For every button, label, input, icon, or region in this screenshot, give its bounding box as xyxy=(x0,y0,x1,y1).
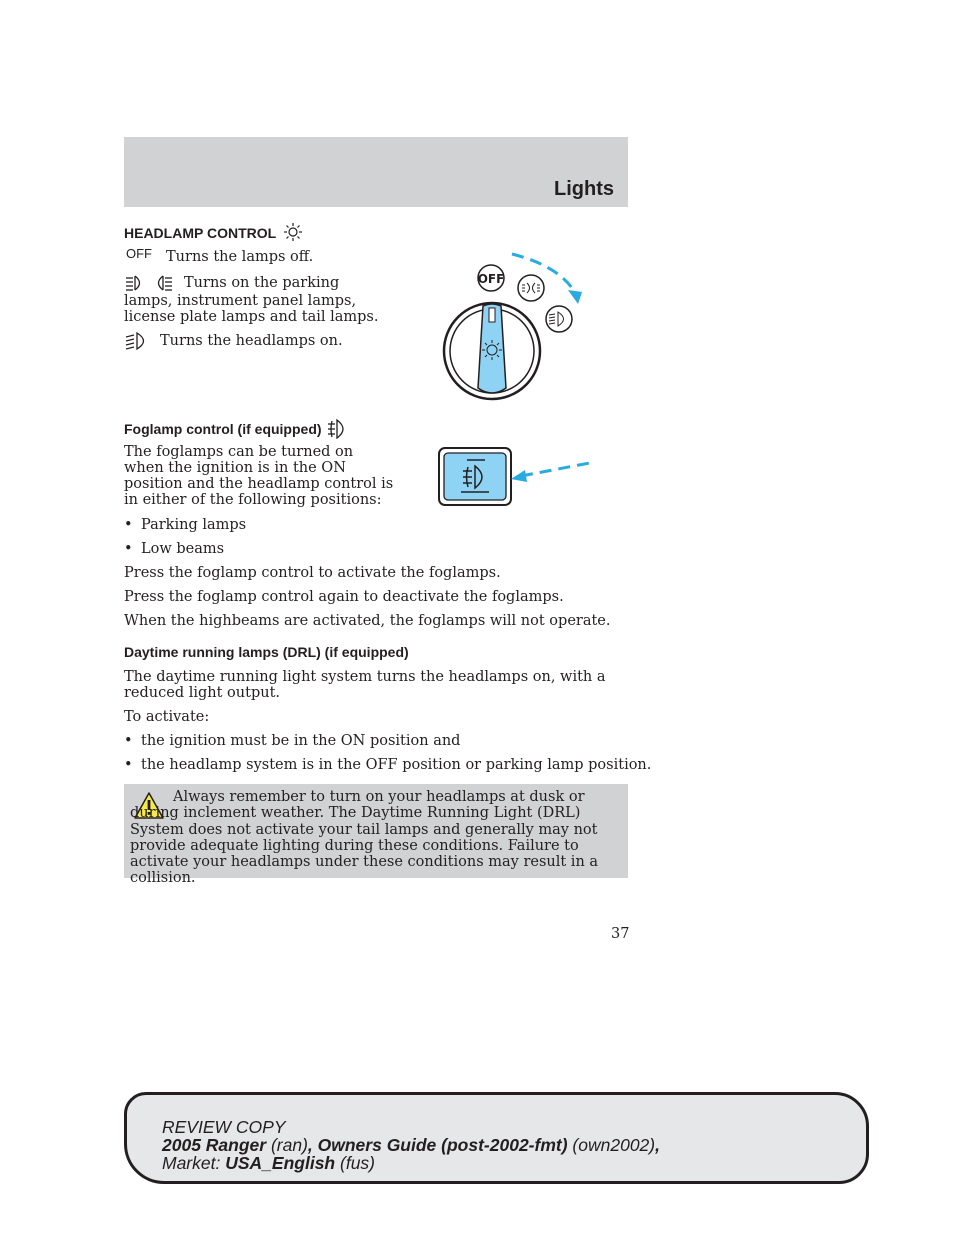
foglamp-icon xyxy=(327,419,349,439)
foglamp-highbeams-note: When the highbeams are activated, the foglamps will not operate. xyxy=(124,613,611,629)
page-number: 37 xyxy=(611,926,630,942)
list-item xyxy=(124,733,624,751)
off-description: Turns the lamps off. xyxy=(166,249,314,265)
footer-comma: , xyxy=(655,1135,660,1155)
bullet-marker: • xyxy=(124,733,133,749)
foglamp-para-line2: when the ignition is in the ON xyxy=(124,460,346,476)
bullet-marker: • xyxy=(124,541,133,557)
bullet-marker: • xyxy=(124,517,133,533)
headlamp-switch-diagram xyxy=(440,248,600,408)
section-header-band xyxy=(124,137,628,207)
footer-line-2 xyxy=(162,1136,660,1154)
diagram-off-label: OFF xyxy=(477,272,505,286)
foglamp-heading-text: Foglamp control (if equipped) xyxy=(124,421,322,437)
parking-text-line2: lamps, instrument panel lamps, xyxy=(124,293,357,309)
parking-text-line1: Turns on the parking xyxy=(184,275,340,291)
footer-market-code: (fus) xyxy=(340,1153,375,1173)
review-copy-footer xyxy=(124,1092,869,1184)
drl-para-line2: reduced light output. xyxy=(124,685,281,701)
footer-line-3 xyxy=(162,1154,660,1172)
headlamps-description: Turns the headlamps on. xyxy=(160,333,343,349)
foglamp-switch-diagram xyxy=(437,446,599,508)
parking-text-line3: license plate lamps and tail lamps. xyxy=(124,309,379,325)
headlamp-control-heading-text: HEADLAMP CONTROL xyxy=(124,225,276,241)
headlamp-beam-icon xyxy=(125,332,151,350)
footer-guide: , Owners Guide (post-2002-fmt) xyxy=(307,1135,568,1155)
footer-market: USA_English xyxy=(225,1153,336,1173)
list-item xyxy=(124,541,524,559)
bullet-marker: • xyxy=(124,757,133,773)
off-symbol: OFF xyxy=(126,246,152,261)
foglamp-para-line1: The foglamps can be turned on xyxy=(124,444,354,460)
foglamp-bullet-parking: Parking lamps xyxy=(141,517,247,533)
drl-bullet-headlamp-system: the headlamp system is in the OFF position or parking lamp position. xyxy=(141,757,652,773)
headlamp-control-heading xyxy=(124,222,304,242)
warning-box xyxy=(124,784,628,887)
foglamp-press-deactivate: Press the foglamp control again to deactivate the foglamps. xyxy=(124,589,564,605)
list-item xyxy=(124,517,524,535)
drl-heading: Daytime running lamps (DRL) (if equipped) xyxy=(124,644,409,660)
foglamp-heading xyxy=(124,419,349,439)
footer-model: 2005 Ranger xyxy=(162,1135,267,1155)
footer-text xyxy=(162,1118,660,1172)
footer-review-copy: REVIEW COPY xyxy=(162,1117,286,1137)
footer-guide-code: (own2002) xyxy=(572,1135,656,1155)
parking-lamps-icon xyxy=(125,274,173,292)
foglamp-press-activate: Press the foglamp control to activate the foglamps. xyxy=(124,565,501,581)
footer-market-label: Market: xyxy=(162,1153,221,1173)
headlamp-sun-icon xyxy=(282,222,304,242)
list-item xyxy=(124,757,652,775)
footer-model-code: (ran) xyxy=(270,1135,308,1155)
section-title: Lights xyxy=(554,178,614,200)
drl-para-line1: The daytime running light system turns the headlamps on, with a xyxy=(124,669,606,685)
drl-bullet-ignition: the ignition must be in the ON position and xyxy=(141,733,461,749)
warning-text: Always remember to turn on your headlamps at dusk or during inclement weather. The Daytime Running Light (DRL) System does not activate your tail lamps and generally may not provide adequate lighting during these conditions. Failure to activate your headlamps under these conditions may result in a collision. xyxy=(130,789,599,887)
foglamp-bullet-low-beams: Low beams xyxy=(141,541,225,557)
foglamp-para-line3: position and the headlamp control is xyxy=(124,476,394,492)
foglamp-para-line4: in either of the following positions: xyxy=(124,492,382,508)
drl-to-activate: To activate: xyxy=(124,709,210,725)
